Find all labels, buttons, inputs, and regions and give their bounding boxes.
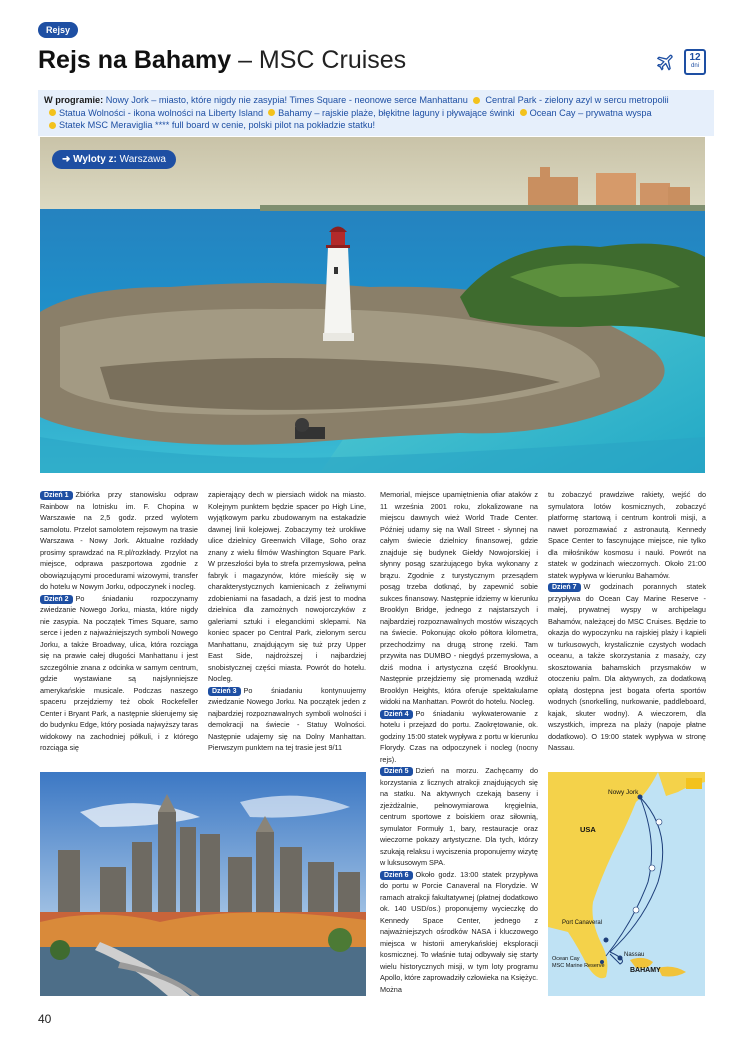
map-label-usa: USA [580,825,596,834]
day-6-text-part2: tu zobaczyć prawdziwe rakiety, wejść do symulatora lotów kosmicznych, zobaczyć platformę startową i centrum kontroli misji, a nawet porozmawiać z astronautą. Kennedy Space Center to fascynujące miejsce, nie tylko dla miłośników kosmosu i nauki. Powrót na statek w godzinach wieczornych. Około 21:00 statek wypływa w kierunku Bahamów. [548,490,706,580]
map-label-port-canaveral: Port Canaveral [562,920,603,926]
text-column-2 [208,489,366,764]
day-5-text: Dzień na morzu. Zachęcamy do korzystania z licznych atrakcji znajdujących się na statku. Na aktywnych czekają baseny i zjeżdżalnie, pełnowymiarowa kręgielnia, centrum sportowe z boiskiem oraz siłownią, symulator Formuły 1, bary, restauracje oraz wieczorne pokazy artystyczne. Dla tych, którzy szukają relaksu i wyciszenia proponujemy wizytę w luksusowym SPA. [380,766,538,867]
hero-photo-lighthouse [40,137,705,473]
bullet-icon [520,109,527,116]
plane-icon [655,52,677,72]
bullet-icon [268,109,275,116]
program-item: Bahamy – rajskie plaże, błękitne laguny i pływające świnki [278,107,515,118]
program-item: Statek MSC Meraviglia **** full board w cenie, polski pilot na pokładzie statku! [59,120,376,130]
bullet-icon [49,122,56,129]
map-label-nassau: Nassau [624,952,645,958]
day-badge-7: Dzień 7 [548,583,581,592]
day-2-text-part1: Po śniadaniu rozpoczynamy zwiedzanie Nowego Jorku, miasta, które nigdy nie zasypia. Na początek Times Square, samo serce i jeden z najważniejszych symboli Nowego Jorku, a także Broadway, ulica, która rozciąga się na prawie całej długości Manhattanu i jest szczególnie znana z odcinka w samym centrum, gdzie wystawiane są najsłynniejsze amerykańskie musicale. Podczas naszego spaceru przejdziemy też obok Rockefeller Center i Bryant Park, a następnie skierujemy się do budynku Edge, który posiada najwyższy taras widokowy na zachodniej półkuli, i z którego rozciąga się [40,593,198,752]
map-label-bahamy: BAHAMY [630,967,661,974]
day-badge-6: Dzień 6 [380,871,413,880]
page-title: Rejs na Bahamy – MSC Cruises [38,46,407,74]
map-label-marine-reserve: MSC Marine Reserve [552,963,605,969]
program-item: Central Park - zielony azyl w sercu metropolii [485,95,669,105]
text-column-4 [548,489,706,764]
text-column-1 [40,489,198,764]
category-tag: Rejsy [38,22,78,38]
city-skyline-photo [40,772,366,996]
program-box [38,90,714,136]
program-item: Ocean Cay – prywatna wyspa [529,107,652,118]
bullet-icon [49,109,56,116]
day-badge-1: Dzień 1 [40,491,73,500]
bullet-icon [473,97,480,104]
map-label-new-york: Nowy Jork [608,789,639,796]
day-3-text-part2: Memorial, miejsce upamiętnienia ofiar ataków z 11 września 2001 roku, zlokalizowane na miejscu dawnych wież World Trade Center. Później udamy się na Wall Street - słynnej na całym świecie dzielnicy finansowej, gdzie znajduje się budynek Giełdy Nowojorskiej i słynny posąg szarżującego byka wykonany z brązu. Zgodnie z turystycznym przesądem posąg trzeba dotknąć, by zapewnić sobie sukces finansowy. Następnie idziemy w kierunku Brooklyn Bridge, jednego z najstarszych i najbardziej rozpoznawalnych mostów wiszących na świecie. Pokonując około półtora kilometra, przechodzimy na drugą stronę rzeki. Tam przywita nas DUMBO - niegdyś przemysłowa, a dziś modna i artystyczna część Brooklynu. Następnie przejdziemy się promenadą wzdłuż Brooklyn Heights, która oferuje spektakularne widoki na Manhattan. Powrót do hotelu. Nocleg. [380,490,538,706]
day-badge-3: Dzień 3 [208,687,241,696]
map-label-ocean-cay: Ocean Cay [552,956,580,962]
day-1-text: Zbiórka przy stanowisku odpraw Rainbow na lotnisku im. F. Chopina w Warszawie na 2,5 godz. przed wylotem samolotu. Przelot samolotem rejsowym na trasie Warszawa - Nowy Jork. Aktualne rozkłady prosimy sprawdzać na R.pl/rozkłady. Przylot na miejsce, odprawa paszportowa zgodnie z obowiązującymi procedurami wizowymi, transfer do hotelu w Nowym Jorku, odpoczynek i nocleg. [40,490,198,591]
day-7-text: W godzinach porannych statek przypływa do Ocean Cay Marine Reserve - małej, prywatnej wyspy w archipelagu Bahamów, należącej do MSC Cruises. Będzie to okazja do wypoczynku na rajskiej plaży i kąpieli w turkusowych, krystalicznie czystych wodach oceanu, a także skorzystania z masaży, czy skosztowania bahamskich przysmaków w otoczeniu palm. Dla aktywnych, za dodatkową opłatą dostępna jest bogata oferta sportów wodnych (snorkelling, nurkowanie, paddleboard, kajak, skuter wodny). A wieczorem, dla wszystkich, impreza na plaży (napoje płatne dodatkowo). O 19:00 statek wypływa w stronę Nassau. [548,582,706,752]
day-6-text-part1: Około godz. 13:00 statek przypływa do portu w Porcie Canaveral na Florydzie. W ramach atrakcji fakultatywnej (płatnej dodatkowo ok. 140 USD/os.) proponujemy wycieczkę do Kennedy Space Center, jednego z najważniejszych ośrodków NASA i kluczowego miejsca w historii amerykańskiej eksploracji kosmicznej. To właśnie tutaj odbywały się starty wielu historycznych misji, w tym loty programu Apollo, które zaprowadziły człowieka na Księżyc. Można [380,869,538,994]
day-2-text-part2: zapierający dech w piersiach widok na miasto. Kolejnym punktem będzie spacer po High Line, wyjątkowym parku zbudowanym na estakadzie dawnej linii kolejowej. Zobaczymy też urokliwe ulice dzielnicy Greenwich Village, Soho oraz znany z wielu filmów Washington Square Park. W przeszłości była to strefa przemysłowa, pełna fabryk i magazynów, które mieściły się w charakterystycznych kamienicach z żeliwnymi zdobieniami na fasadach, a dziś jest to modna dzielnica dla zamożnych nowojorczyków z galeriami sztuki i eleganckimi sklepami. Na koniec spacer po Central Park, zielonym sercu Manhattanu, znajdującym się tuż przy Upper East Side, najdroższej i najbardziej snobistycznej części miasta. Powrót do hotelu. Nocleg. [208,490,366,683]
text-column-3 [380,489,538,1019]
program-item: Statua Wolności - ikona wolności na Liberty Island [59,107,264,118]
route-map [548,772,705,996]
day-badge-5: Dzień 5 [380,767,413,776]
departures-badge: ➜ Wyloty z: Warszawa [52,150,176,169]
page-number: 40 [38,1012,52,1026]
day-badge-4: Dzień 4 [380,710,413,719]
day-4-text: Po śniadaniu wykwaterowanie z hotelu i przejazd do portu. Zaokrętowanie, ok. godziny 15:00 statek wypływa z portu w kierunku Florydy. Czas na odpoczynek i nocleg (nocny rejs). [380,708,538,764]
days-count-badge: 12 dni [684,49,706,75]
day-badge-2: Dzień 2 [40,595,73,604]
program-item: Nowy Jork – miasto, które nigdy nie zasypia! Times Square - neonowe serce Manhattanu [105,95,468,105]
day-3-text-part1: Po śniadaniu kontynuujemy zwiedzanie Nowego Jorku. Na początek jeden z najbardziej rozpoznawalnych symboli wolności i demokracji na świecie - Statuy Wolności. Następnie udajemy się na Dolny Manhattan. Pierwszym punktem na tej trasie jest 9/11 [208,685,366,752]
program-label: W programie: [44,95,104,105]
